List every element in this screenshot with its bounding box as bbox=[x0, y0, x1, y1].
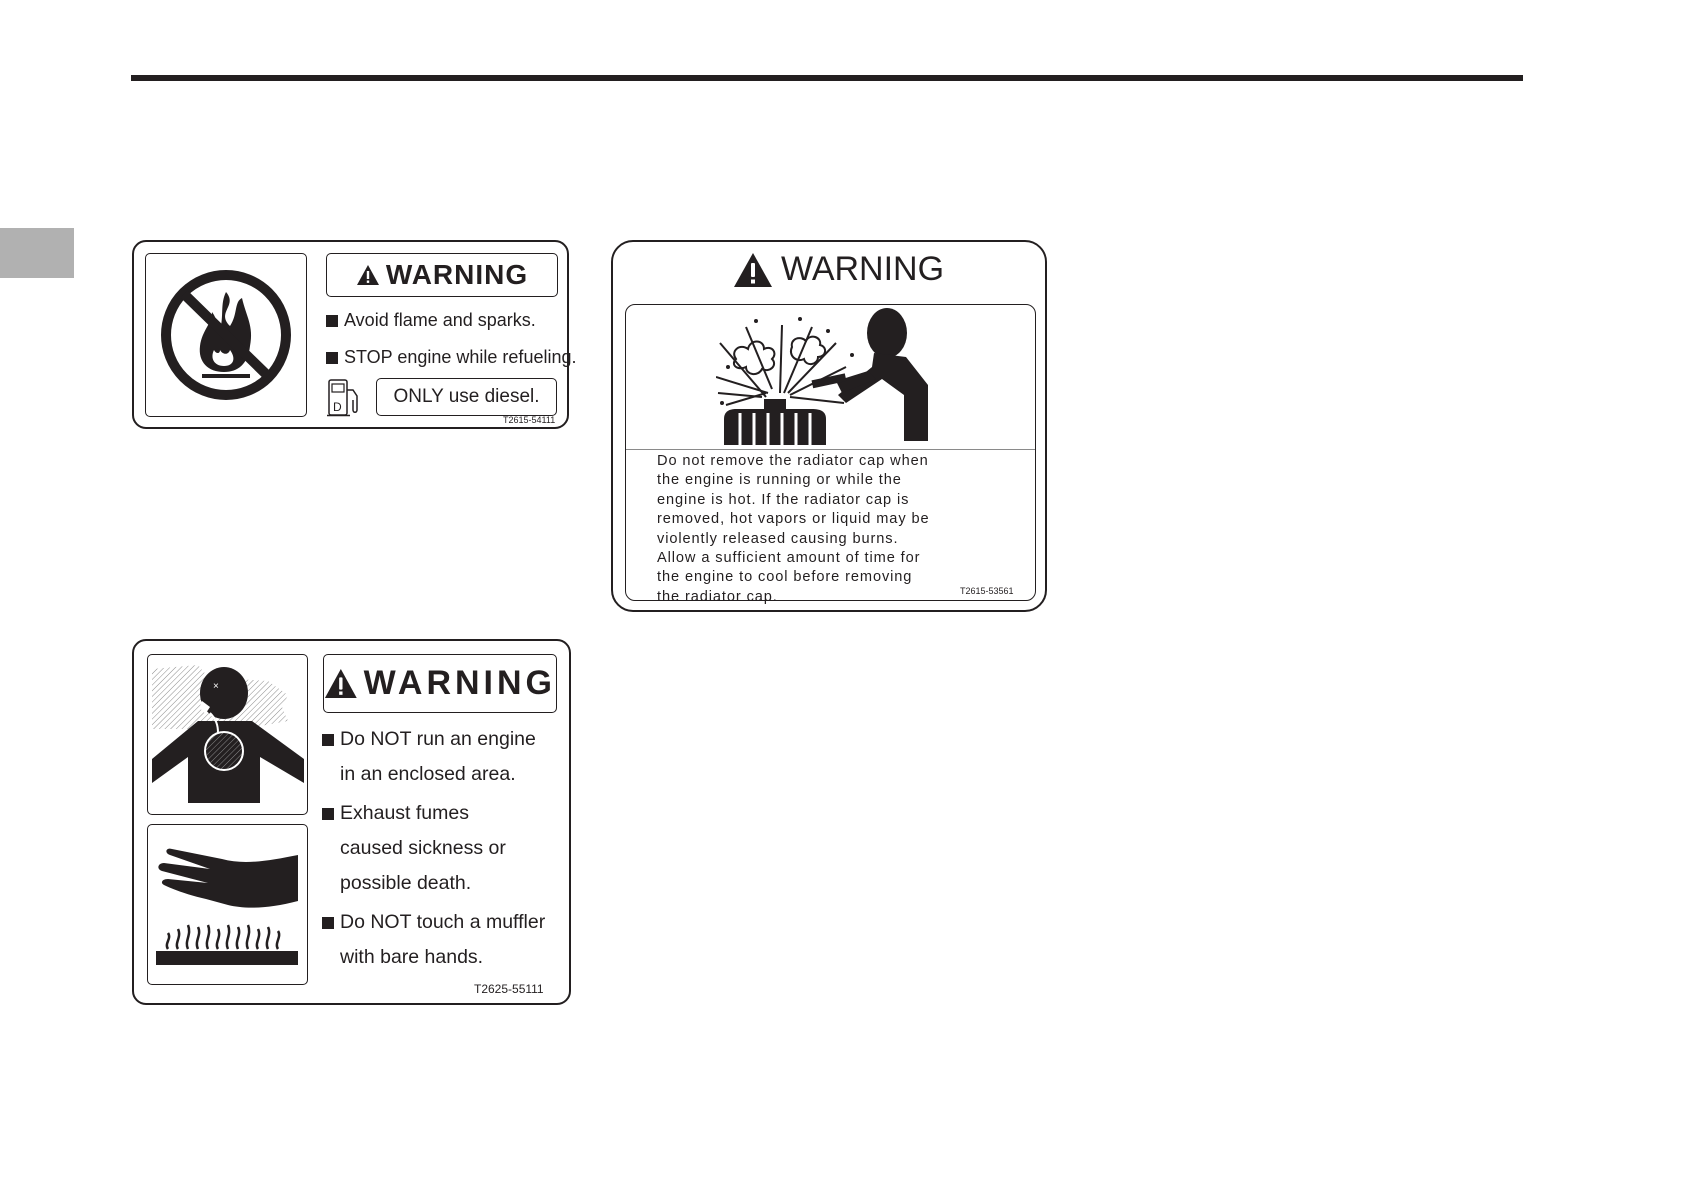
fumes-pictogram bbox=[147, 654, 308, 815]
text-line: the engine is running or while the bbox=[657, 472, 902, 489]
radiator-panel bbox=[625, 304, 1036, 605]
bullet-square bbox=[322, 808, 334, 820]
label-part-number: T2625-55111 bbox=[474, 982, 544, 996]
warning-banner bbox=[326, 253, 558, 297]
bullet-text: Do NOT run an engine bbox=[340, 728, 536, 750]
bullet-text: Exhaust fumes bbox=[340, 802, 469, 824]
bullet-square bbox=[326, 315, 338, 327]
bullet-continuation: with bare hands. bbox=[340, 946, 484, 968]
hot-surface-pictogram bbox=[147, 824, 308, 985]
label-part-number: T2615-53561 bbox=[960, 586, 1014, 596]
toxic-fumes-icon bbox=[148, 655, 307, 814]
bullet-item bbox=[326, 347, 576, 368]
text-line: Do not remove the radiator cap when bbox=[657, 453, 929, 469]
warning-heading: WARNING bbox=[385, 259, 529, 290]
diesel-note-box bbox=[376, 378, 557, 416]
header-rule bbox=[131, 75, 1523, 81]
section-tab bbox=[0, 228, 74, 278]
bullet-item bbox=[326, 310, 536, 331]
bullet-square bbox=[322, 917, 334, 929]
bullet-text: Do NOT touch a muffler bbox=[340, 911, 546, 933]
warning-heading: WARNING bbox=[781, 250, 945, 288]
bullet-text: Avoid flame and sparks. bbox=[344, 310, 536, 330]
radiator-burn-pictogram bbox=[716, 307, 938, 447]
bullet-square bbox=[326, 352, 338, 364]
text-line: engine is hot. If the radiator cap is bbox=[657, 491, 910, 508]
bullet-text: STOP engine while refueling. bbox=[344, 347, 577, 367]
warning-heading: WARNING bbox=[363, 664, 556, 702]
text-line: the engine to cool before removing bbox=[657, 569, 913, 586]
no-flame-pictogram bbox=[145, 253, 307, 417]
warning-triangle-icon bbox=[324, 667, 358, 700]
diesel-note: ONLY use diesel. bbox=[393, 386, 540, 407]
text-line: Allow a sufficient amount of time for bbox=[657, 550, 921, 567]
hot-surface-hand-icon bbox=[148, 825, 307, 984]
bullet-continuation: possible death. bbox=[340, 872, 472, 894]
radiator-warning-label bbox=[611, 240, 1047, 612]
pump-letter: D bbox=[333, 400, 342, 414]
exhaust-warning-label bbox=[132, 639, 571, 1005]
no-flame-icon bbox=[146, 254, 306, 416]
fuel-warning-label bbox=[132, 240, 577, 429]
bullet-square bbox=[322, 734, 334, 746]
label-part-number: T2615-54111 bbox=[503, 415, 556, 425]
radiator-warning-text bbox=[657, 452, 930, 607]
text-line: violently released causing burns. bbox=[657, 530, 899, 547]
panel-divider bbox=[626, 449, 1035, 450]
warning-triangle-icon bbox=[356, 264, 380, 286]
text-line: removed, hot vapors or liquid may be bbox=[657, 511, 930, 528]
bullet-continuation: in an enclosed area. bbox=[340, 763, 516, 785]
warning-title bbox=[733, 250, 944, 289]
bullet-item bbox=[322, 911, 545, 934]
fuel-pump-icon bbox=[326, 378, 362, 418]
bullet-item bbox=[322, 728, 536, 751]
text-line: the radiator cap. bbox=[657, 588, 778, 605]
bullet-continuation: caused sickness or bbox=[340, 837, 506, 859]
svg-text:×: × bbox=[213, 681, 219, 692]
warning-triangle-icon bbox=[733, 252, 773, 288]
bullet-item bbox=[322, 802, 469, 825]
warning-banner bbox=[323, 654, 557, 713]
